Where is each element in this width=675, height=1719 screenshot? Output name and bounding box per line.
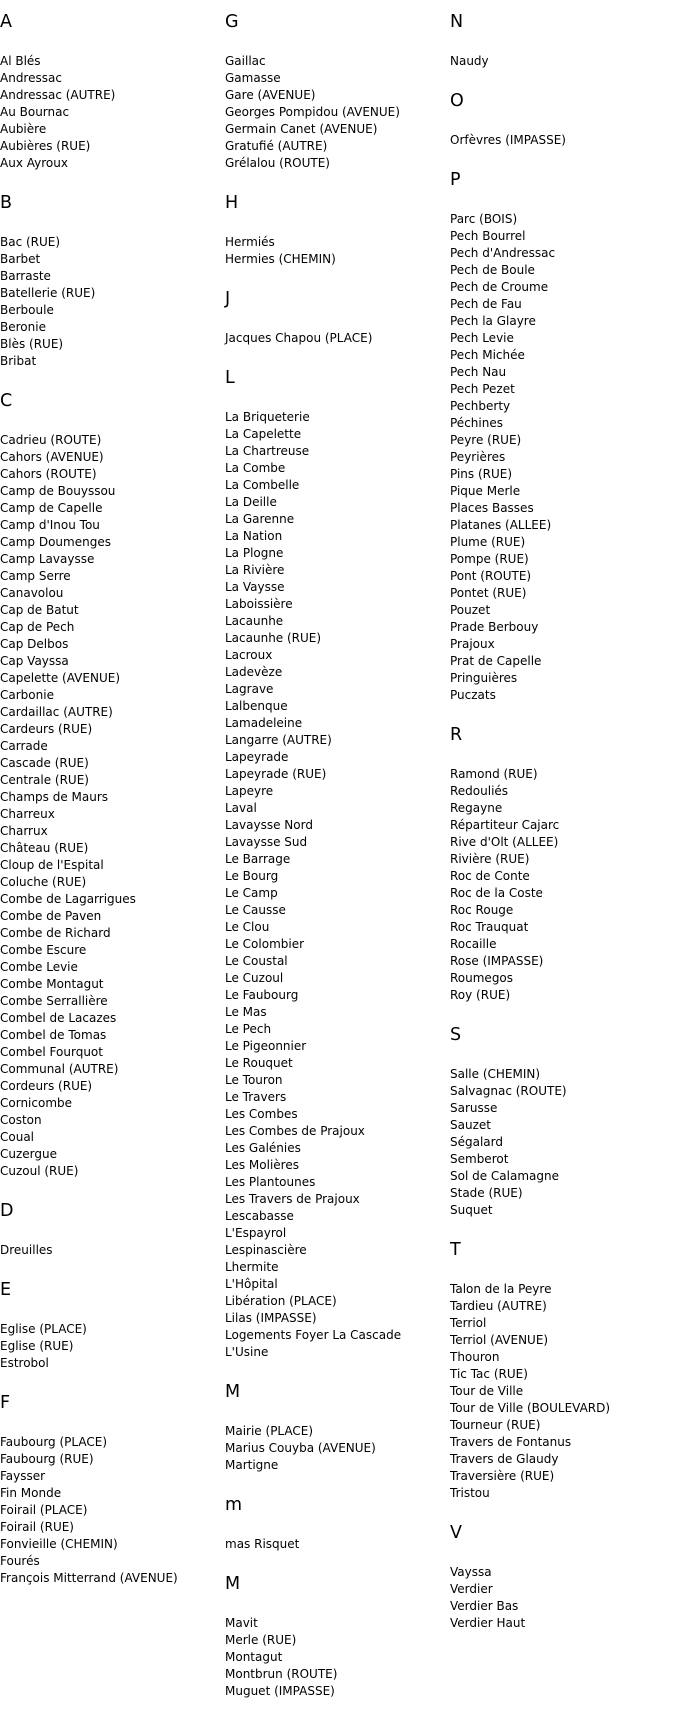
street-link[interactable]: Le Touron (225, 1073, 283, 1087)
street-link[interactable]: Verdier Haut (450, 1616, 526, 1630)
street-link[interactable]: Cap de Batut (0, 603, 79, 617)
section-letter-heading: C (0, 391, 13, 411)
section-letter-heading: N (450, 12, 464, 32)
section-letter-heading: V (450, 1523, 462, 1543)
street-link[interactable]: Gare (AVENUE) (225, 88, 316, 102)
street-link[interactable]: Rive d'Olt (ALLEE) (450, 835, 559, 849)
street-link[interactable]: Coluche (RUE) (0, 875, 87, 889)
street-link[interactable]: Cardeurs (RUE) (0, 722, 93, 736)
street-link[interactable]: La Deille (225, 495, 277, 509)
street-list (450, 211, 675, 704)
street-link[interactable]: Montbrun (ROUTE) (225, 1667, 338, 1681)
street-link[interactable]: Andressac (0, 71, 62, 85)
street-link[interactable]: Le Travers (225, 1090, 287, 1104)
street-link[interactable]: Sol de Calamagne (450, 1169, 559, 1183)
street-link[interactable]: Salvagnac (ROUTE) (450, 1084, 567, 1098)
street-link[interactable]: Libération (PLACE) (225, 1294, 337, 1308)
section-letter-heading: P (450, 170, 461, 190)
street-link[interactable]: La Rivière (225, 563, 285, 577)
street-link[interactable]: Pech Bourrel (450, 229, 526, 243)
street-link[interactable]: Logements Foyer La Cascade (225, 1328, 402, 1342)
street-link[interactable]: Puczats (450, 688, 496, 702)
street-link[interactable]: Verdier Bas (450, 1599, 519, 1613)
street-link[interactable]: Pont (ROUTE) (450, 569, 532, 583)
street-link[interactable]: Lescabasse (225, 1209, 294, 1223)
street-link[interactable]: Capelette (AVENUE) (0, 671, 120, 685)
street-link[interactable]: Coual (0, 1130, 35, 1144)
street-link[interactable]: Pech d'Andressac (450, 246, 556, 260)
street-link[interactable]: Sarusse (450, 1101, 498, 1115)
street-link[interactable]: Pompe (RUE) (450, 552, 529, 566)
street-link[interactable]: Rivière (RUE) (450, 852, 530, 866)
street-list (225, 1423, 450, 1474)
street-link[interactable]: Salle (CHEMIN) (450, 1067, 541, 1081)
street-link[interactable]: Ségalard (450, 1135, 503, 1149)
street-list (450, 1564, 675, 1632)
street-link[interactable]: La Chartreuse (225, 444, 310, 458)
street-link[interactable]: Berboule (0, 303, 54, 317)
street-link[interactable]: Aubière (0, 122, 47, 136)
street-link[interactable]: Cardaillac (AUTRE) (0, 705, 113, 719)
street-link[interactable]: Terriol (450, 1316, 487, 1330)
street-link[interactable]: Tour de Ville (BOULEVARD) (450, 1401, 611, 1415)
street-link[interactable]: Pech Levie (450, 331, 514, 345)
letter-section (450, 1238, 675, 1502)
street-link[interactable]: Verdier (450, 1582, 493, 1596)
street-link[interactable]: Naudy (450, 54, 489, 68)
street-link[interactable]: Gamasse (225, 71, 281, 85)
street-link[interactable]: Combe Levie (0, 960, 78, 974)
street-link[interactable]: Les Combes (225, 1107, 298, 1121)
street-link[interactable]: Pech de Croume (450, 280, 549, 294)
street-link[interactable]: L'Usine (225, 1345, 269, 1359)
street-link[interactable]: Les Combes de Prajoux (225, 1124, 365, 1138)
street-link[interactable]: Gratufié (AUTRE) (225, 139, 328, 153)
street-link[interactable]: Combel de Tomas (0, 1028, 107, 1042)
street-list (225, 1615, 450, 1700)
street-link[interactable]: Le Clou (225, 920, 270, 934)
section-letter-heading: L (225, 368, 235, 388)
street-link[interactable]: Camp Doumenges (0, 535, 111, 549)
letter-section (225, 1572, 450, 1700)
street-link[interactable]: Stade (RUE) (450, 1186, 523, 1200)
section-letter-heading: M (225, 1574, 241, 1594)
street-link[interactable]: Peyrières (450, 450, 506, 464)
street-link[interactable]: Rocaille (450, 937, 497, 951)
street-link[interactable]: Cadrieu (ROUTE) (0, 433, 102, 447)
street-link[interactable]: Pouzet (450, 603, 491, 617)
street-link[interactable]: Plume (RUE) (450, 535, 526, 549)
street-link[interactable]: Lavaysse Sud (225, 835, 308, 849)
street-link[interactable]: Rose (IMPASSE) (450, 954, 544, 968)
street-link[interactable]: Les Plantounes (225, 1175, 316, 1189)
street-link[interactable]: Lacaunhe (RUE) (225, 631, 322, 645)
street-link[interactable]: Pech Nau (450, 365, 507, 379)
street-link[interactable]: La Nation (225, 529, 283, 543)
street-link[interactable]: Gaillac (225, 54, 266, 68)
street-link[interactable]: Terriol (AVENUE) (450, 1333, 549, 1347)
street-list (450, 766, 675, 1004)
street-list (450, 1066, 675, 1219)
street-link[interactable]: Blès (RUE) (0, 337, 64, 351)
street-link[interactable]: L'Hôpital (225, 1277, 278, 1291)
section-letter-heading: M (225, 1382, 241, 1402)
street-link[interactable]: Camp de Bouyssou (0, 484, 116, 498)
street-link[interactable]: Lacroux (225, 648, 273, 662)
street-link[interactable]: Tic Tac (RUE) (450, 1367, 528, 1381)
street-link[interactable]: Merle (RUE) (225, 1633, 297, 1647)
section-letter-heading: E (0, 1280, 12, 1300)
index-column (450, 10, 675, 1651)
street-link[interactable]: Cap de Pech (0, 620, 75, 634)
street-link[interactable]: mas Risquet (225, 1537, 300, 1551)
street-link[interactable]: Combe de Lagarrigues (0, 892, 136, 906)
street-link[interactable]: Hermiés (225, 235, 275, 249)
street-link[interactable]: Le Pigeonnier (225, 1039, 307, 1053)
street-link[interactable]: Pins (RUE) (450, 467, 513, 481)
street-link[interactable]: Combe Escure (0, 943, 87, 957)
street-link[interactable]: Regayne (450, 801, 503, 815)
street-link[interactable]: Champs de Maurs (0, 790, 109, 804)
street-link[interactable]: Fin Monde (0, 1486, 62, 1500)
street-link[interactable]: Aubières (RUE) (0, 139, 91, 153)
street-link[interactable]: Muguet (IMPASSE) (225, 1684, 335, 1698)
street-link[interactable]: Canavolou (0, 586, 64, 600)
street-link[interactable]: Pique Merle (450, 484, 521, 498)
street-link[interactable]: Cordeurs (RUE) (0, 1079, 93, 1093)
street-link[interactable]: Faysser (0, 1469, 46, 1483)
section-letter-heading: G (225, 12, 239, 32)
letter-section (450, 89, 675, 149)
street-link[interactable]: Al Blés (0, 54, 41, 68)
street-link[interactable]: Talon de la Peyre (450, 1282, 552, 1296)
street-link[interactable]: Le Cuzoul (225, 971, 284, 985)
street-link[interactable]: Cornicombe (0, 1096, 73, 1110)
street-link[interactable]: Thouron (450, 1350, 500, 1364)
letter-section (450, 1521, 675, 1632)
street-link[interactable]: Combe Serrallière (0, 994, 108, 1008)
letter-section (225, 1380, 450, 1474)
street-link[interactable]: Bribat (0, 354, 37, 368)
street-link[interactable]: Jacques Chapou (PLACE) (225, 331, 373, 345)
letter-section (450, 1023, 675, 1219)
letter-section (225, 366, 450, 1361)
street-link[interactable]: Faubourg (RUE) (0, 1452, 94, 1466)
index-column (0, 10, 225, 1606)
street-link[interactable]: Camp Lavaysse (0, 552, 95, 566)
street-list (0, 432, 225, 1180)
street-link[interactable]: Charrux (0, 824, 48, 838)
street-link[interactable]: Péchines (450, 416, 503, 430)
street-list (225, 53, 450, 172)
section-letter-heading: J (225, 289, 231, 309)
street-link[interactable]: Répartiteur Cajarc (450, 818, 560, 832)
street-link[interactable]: Foirail (RUE) (0, 1520, 74, 1534)
street-link[interactable]: Les Molières (225, 1158, 299, 1172)
street-link[interactable]: Château (RUE) (0, 841, 89, 855)
street-link[interactable]: Traversière (RUE) (450, 1469, 555, 1483)
letter-section (0, 389, 225, 1180)
street-link[interactable]: La Combe (225, 461, 286, 475)
street-link[interactable]: Cap Vayssa (0, 654, 69, 668)
street-link[interactable]: Prajoux (450, 637, 495, 651)
street-list (0, 1434, 225, 1587)
street-link[interactable]: La Briqueterie (225, 410, 310, 424)
street-list (450, 132, 675, 149)
street-link[interactable]: Le Bourg (225, 869, 279, 883)
letter-section (0, 1199, 225, 1259)
street-link[interactable]: Estrobol (0, 1356, 49, 1370)
street-link[interactable]: Centrale (RUE) (0, 773, 89, 787)
street-link[interactable]: Foirail (PLACE) (0, 1503, 88, 1517)
letter-section (225, 10, 450, 172)
street-link[interactable]: Batellerie (RUE) (0, 286, 96, 300)
street-link[interactable]: Fourés (0, 1554, 40, 1568)
street-link[interactable]: Bac (RUE) (0, 235, 61, 249)
street-link[interactable]: Mairie (PLACE) (225, 1424, 314, 1438)
street-link[interactable]: Lagrave (225, 682, 274, 696)
street-link[interactable]: Le Pech (225, 1022, 272, 1036)
street-link[interactable]: Pech de Boule (450, 263, 535, 277)
street-link[interactable]: Pringuières (450, 671, 518, 685)
street-link[interactable]: Dreuilles (0, 1243, 53, 1257)
section-letter-heading: O (450, 91, 464, 111)
street-link[interactable]: Vayssa (450, 1565, 492, 1579)
street-link[interactable]: Combel Fourquot (0, 1045, 103, 1059)
street-link[interactable]: Combel de Lacazes (0, 1011, 117, 1025)
street-link[interactable]: Coston (0, 1113, 42, 1127)
street-list (0, 1242, 225, 1259)
street-link[interactable]: Pechberty (450, 399, 511, 413)
letter-section (450, 723, 675, 1004)
street-link[interactable]: Combe de Richard (0, 926, 111, 940)
street-link[interactable]: Le Mas (225, 1005, 267, 1019)
street-link[interactable]: Travers de Glaudy (450, 1452, 559, 1466)
street-link[interactable]: La Capelette (225, 427, 302, 441)
street-link[interactable]: L'Espayrol (225, 1226, 287, 1240)
street-link[interactable]: Camp Serre (0, 569, 71, 583)
street-list (225, 1536, 450, 1553)
street-link[interactable]: Pech Michée (450, 348, 525, 362)
street-link[interactable]: Marius Couyba (AVENUE) (225, 1441, 376, 1455)
street-link[interactable]: Cloup de l'Espital (0, 858, 104, 872)
street-link[interactable]: Cuzoul (RUE) (0, 1164, 79, 1178)
street-list (450, 53, 675, 70)
street-link[interactable]: Prade Berbouy (450, 620, 539, 634)
street-link[interactable]: Tristou (450, 1486, 490, 1500)
street-link[interactable]: Beronie (0, 320, 46, 334)
street-link[interactable]: Pech Pezet (450, 382, 515, 396)
street-link[interactable]: Cahors (AVENUE) (0, 450, 104, 464)
street-link[interactable]: Grélalou (ROUTE) (225, 156, 330, 170)
street-link[interactable]: Lilas (IMPASSE) (225, 1311, 317, 1325)
street-link[interactable]: Roc de Conte (450, 869, 530, 883)
letter-section (450, 168, 675, 704)
street-link[interactable]: Le Colombier (225, 937, 305, 951)
street-link[interactable]: Laval (225, 801, 257, 815)
street-link[interactable]: Cascade (RUE) (0, 756, 89, 770)
street-link[interactable]: Montagut (225, 1650, 283, 1664)
street-link[interactable]: Le Barrage (225, 852, 291, 866)
street-link[interactable]: Le Camp (225, 886, 278, 900)
street-link[interactable]: Le Causse (225, 903, 286, 917)
street-link[interactable]: Cap Delbos (0, 637, 69, 651)
street-link[interactable]: La Plogne (225, 546, 284, 560)
letter-section (225, 287, 450, 347)
street-link[interactable]: Les Travers de Prajoux (225, 1192, 360, 1206)
street-link[interactable]: Pontet (RUE) (450, 586, 527, 600)
letter-section (0, 191, 225, 370)
street-link[interactable]: Lapeyre (225, 784, 274, 798)
street-link[interactable]: Ladevèze (225, 665, 283, 679)
letter-section (450, 10, 675, 70)
section-letter-heading: D (0, 1201, 14, 1221)
street-link[interactable]: Cuzergue (0, 1147, 57, 1161)
street-link[interactable]: Prat de Capelle (450, 654, 542, 668)
section-letter-heading: F (0, 1393, 11, 1413)
street-link[interactable]: La Combelle (225, 478, 300, 492)
street-link[interactable]: Platanes (ALLEE) (450, 518, 552, 532)
street-link[interactable]: Lhermite (225, 1260, 279, 1274)
street-link[interactable]: Lespinascière (225, 1243, 307, 1257)
street-link[interactable]: Le Coustal (225, 954, 288, 968)
street-link[interactable]: Fonvieille (CHEMIN) (0, 1537, 118, 1551)
street-link[interactable]: Les Galénies (225, 1141, 301, 1155)
section-letter-heading: H (225, 193, 239, 213)
street-link[interactable]: Camp d'Inou Tou (0, 518, 100, 532)
street-list (450, 1281, 675, 1502)
street-link[interactable]: Eglise (PLACE) (0, 1322, 87, 1336)
street-link[interactable]: Camp de Capelle (0, 501, 103, 515)
section-letter-heading: m (225, 1495, 243, 1515)
letter-section (0, 10, 225, 172)
street-link[interactable]: Peyre (RUE) (450, 433, 522, 447)
street-link[interactable]: Sauzet (450, 1118, 491, 1132)
street-link[interactable]: Roc Rouge (450, 903, 514, 917)
street-link[interactable]: Lalbenque (225, 699, 288, 713)
street-link[interactable]: Combe Montagut (0, 977, 104, 991)
street-link[interactable]: Barbet (0, 252, 41, 266)
street-list (0, 53, 225, 172)
street-link[interactable]: Georges Pompidou (AVENUE) (225, 105, 400, 119)
street-link[interactable]: Aux Ayroux (0, 156, 68, 170)
section-letter-heading: T (450, 1240, 461, 1260)
index-column (225, 10, 450, 1719)
letter-section (0, 1278, 225, 1372)
street-link[interactable]: Roc Trauquat (450, 920, 529, 934)
street-link[interactable]: Barraste (0, 269, 51, 283)
street-list (0, 1321, 225, 1372)
street-link[interactable]: Laboissière (225, 597, 293, 611)
street-link[interactable]: Mavit (225, 1616, 258, 1630)
street-link[interactable]: Communal (AUTRE) (0, 1062, 119, 1076)
street-link[interactable]: Carrade (0, 739, 48, 753)
street-link[interactable]: Eglise (RUE) (0, 1339, 74, 1353)
street-link[interactable]: Roy (RUE) (450, 988, 511, 1002)
section-letter-heading: A (0, 12, 12, 32)
street-link[interactable]: Cahors (ROUTE) (0, 467, 97, 481)
street-link[interactable]: Lavaysse Nord (225, 818, 313, 832)
street-link[interactable]: Andressac (AUTRE) (0, 88, 116, 102)
street-link[interactable]: Langarre (AUTRE) (225, 733, 332, 747)
letter-section (225, 1493, 450, 1553)
street-link[interactable]: Faubourg (PLACE) (0, 1435, 107, 1449)
street-link[interactable]: Semberot (450, 1152, 509, 1166)
street-link[interactable]: Au Bournac (0, 105, 70, 119)
street-link[interactable]: Tardieu (AUTRE) (450, 1299, 547, 1313)
section-letter-heading: R (450, 725, 463, 745)
street-link[interactable]: Pech la Glayre (450, 314, 536, 328)
street-link[interactable]: La Garenne (225, 512, 295, 526)
street-link[interactable]: Le Rouquet (225, 1056, 293, 1070)
letter-section (0, 1391, 225, 1587)
street-link[interactable]: Redouliés (450, 784, 509, 798)
letter-section (225, 191, 450, 268)
street-link[interactable]: Martigne (225, 1458, 279, 1472)
street-link[interactable]: Charreux (0, 807, 55, 821)
street-list (225, 409, 450, 1361)
street-link[interactable]: Ramond (RUE) (450, 767, 538, 781)
street-link[interactable]: Lacaunhe (225, 614, 284, 628)
street-link[interactable]: Suquet (450, 1203, 493, 1217)
street-link[interactable]: Places Basses (450, 501, 534, 515)
street-link[interactable]: Orfèvres (IMPASSE) (450, 133, 566, 147)
street-link[interactable]: Lapeyrade (225, 750, 289, 764)
street-list (225, 330, 450, 347)
street-link[interactable]: Tour de Ville (450, 1384, 524, 1398)
street-link[interactable]: Lapeyrade (RUE) (225, 767, 327, 781)
section-letter-heading: S (450, 1025, 462, 1045)
street-link[interactable]: Lamadeleine (225, 716, 303, 730)
street-list (225, 234, 450, 268)
street-link[interactable]: Carbonie (0, 688, 54, 702)
street-link[interactable]: Tourneur (RUE) (450, 1418, 541, 1432)
street-link[interactable]: Le Faubourg (225, 988, 299, 1002)
street-link[interactable]: Hermies (CHEMIN) (225, 252, 336, 266)
street-link[interactable]: François Mitterrand (AVENUE) (0, 1571, 178, 1585)
street-link[interactable]: Roc de la Coste (450, 886, 543, 900)
street-link[interactable]: Roumegos (450, 971, 514, 985)
section-letter-heading: B (0, 193, 13, 213)
street-link[interactable]: Combe de Paven (0, 909, 102, 923)
street-link[interactable]: Travers de Fontanus (450, 1435, 572, 1449)
street-link[interactable]: Parc (BOIS) (450, 212, 518, 226)
street-link[interactable]: Germain Canet (AVENUE) (225, 122, 378, 136)
street-link[interactable]: La Vaysse (225, 580, 285, 594)
street-list (0, 234, 225, 370)
street-link[interactable]: Pech de Fau (450, 297, 522, 311)
